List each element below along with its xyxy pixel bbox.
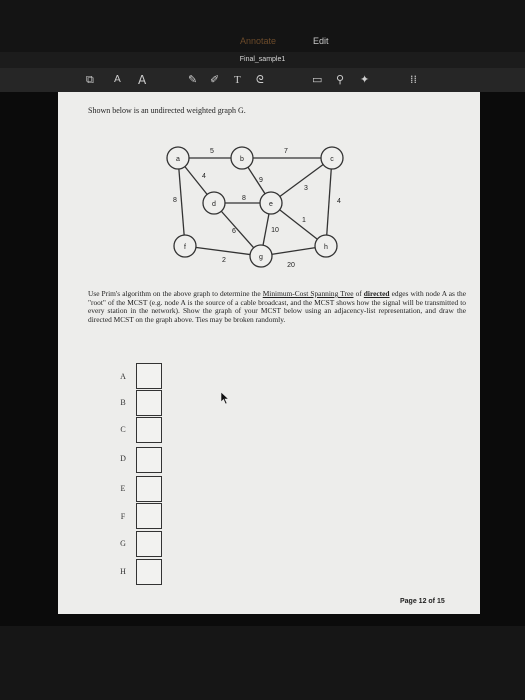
highlighter-icon[interactable]: ✐ <box>210 73 220 86</box>
adjacency-label-b: B <box>120 398 126 407</box>
directed-term: directed <box>363 289 390 298</box>
annotation-toolbar <box>0 68 525 92</box>
weight-a-d: 4 <box>202 173 206 180</box>
question-part-1: Use Prim's algorithm on the above graph to determine the <box>88 289 263 298</box>
page-number: Page 12 of 15 <box>400 598 445 605</box>
weighted-graph <box>58 92 480 282</box>
weight-a-f: 8 <box>173 197 177 204</box>
font-size-small-icon[interactable]: A <box>114 74 121 85</box>
adjacency-label-g: G <box>120 539 126 548</box>
lasso-icon[interactable]: ᘓ <box>256 73 264 86</box>
node-label-e: e <box>269 201 273 208</box>
adjacency-box-h[interactable] <box>136 559 162 585</box>
question-part-2: of <box>353 289 364 298</box>
node-label-d: d <box>212 201 216 208</box>
edit-tab[interactable]: Edit <box>313 36 329 46</box>
stamp-icon[interactable]: ⚲ <box>336 73 345 86</box>
intro-text: Shown below is an undirected weighted graph G. <box>88 106 246 115</box>
adjacency-box-b[interactable] <box>136 390 162 416</box>
comment-icon[interactable]: ▭ <box>312 73 323 86</box>
weight-d-g: 6 <box>232 228 236 235</box>
weight-a-b: 5 <box>210 148 214 155</box>
font-size-large-icon[interactable]: A <box>138 73 147 87</box>
app-top-bar <box>0 0 525 52</box>
node-label-h: h <box>324 244 328 251</box>
edge-c-h <box>326 158 332 246</box>
question-text <box>88 290 466 324</box>
node-label-g: g <box>259 254 263 261</box>
adjacency-box-a[interactable] <box>136 363 162 389</box>
mouse-cursor-icon <box>220 391 230 405</box>
text-select-icon[interactable]: ⧉ <box>86 73 94 86</box>
grid-icon[interactable]: ⁞⁞ <box>410 73 417 86</box>
pen-icon[interactable]: ✎ <box>188 73 198 86</box>
weight-d-e: 8 <box>242 195 246 202</box>
screen-bottom-area <box>0 626 525 700</box>
document-title: Final_sample1 <box>0 52 525 68</box>
node-label-f: f <box>184 244 186 251</box>
weight-f-g: 2 <box>222 257 226 264</box>
document-page <box>58 92 480 614</box>
node-label-a: a <box>176 156 180 163</box>
weight-g-h: 20 <box>287 262 295 269</box>
adjacency-box-d[interactable] <box>136 447 162 473</box>
weight-c-e: 3 <box>304 185 308 192</box>
annotate-tab[interactable]: Annotate <box>240 36 277 46</box>
adjacency-box-c[interactable] <box>136 417 162 443</box>
weight-b-e: 9 <box>259 177 263 184</box>
pin-icon[interactable]: ✦ <box>360 73 370 86</box>
question-part-3: edges with node A as the "root" of the MCST (e.g. node A is the source of a cable broadcast, and the MCST shows how the signal will be transmitted to every station in the network). Show the graph of your MCST below using an adjacency-list representation, and draw the directed MCST on the graph above. Ties may be broken randomly. <box>88 289 466 324</box>
text-tool-icon[interactable]: T <box>234 74 241 86</box>
mcst-term: Minimum-Cost Spanning Tree <box>262 289 354 298</box>
node-label-b: b <box>240 156 244 163</box>
adjacency-box-e[interactable] <box>136 476 162 502</box>
adjacency-label-c: C <box>120 425 126 434</box>
weight-b-c: 7 <box>284 148 288 155</box>
weight-e-h: 1 <box>302 217 306 224</box>
adjacency-label-h: H <box>120 567 126 576</box>
adjacency-label-d: D <box>120 454 126 463</box>
weight-e-g: 10 <box>271 227 279 234</box>
weight-c-h: 4 <box>337 198 341 205</box>
adjacency-label-e: E <box>120 484 126 493</box>
adjacency-label-f: F <box>120 512 126 521</box>
adjacency-label-a: A <box>120 372 126 381</box>
edge-a-f <box>178 158 185 246</box>
node-label-c: c <box>330 156 334 163</box>
adjacency-box-f[interactable] <box>136 503 162 529</box>
adjacency-box-g[interactable] <box>136 531 162 557</box>
